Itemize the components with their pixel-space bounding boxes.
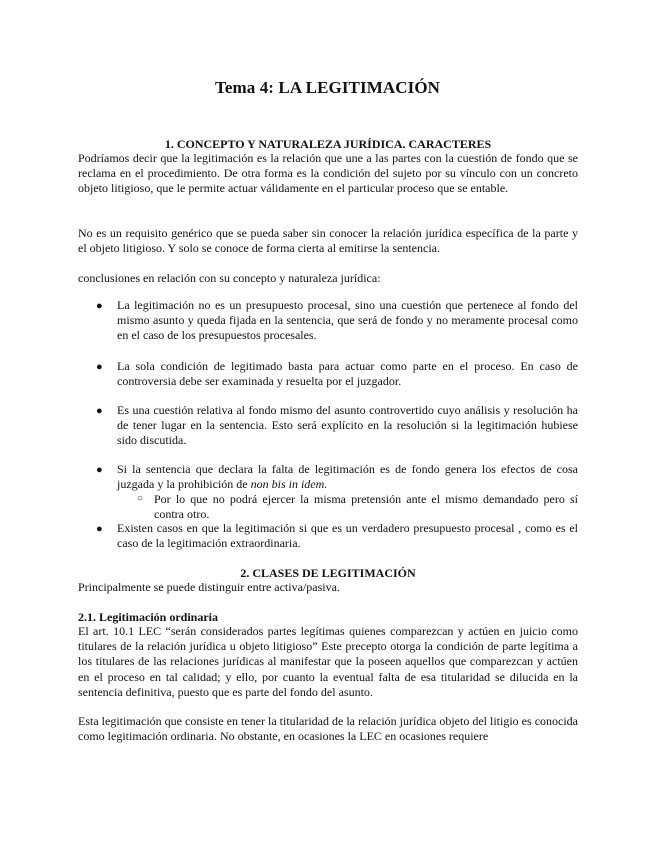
subbullet-item: Por lo que no podrá ejercer la misma pretensión ante el mismo demandado pero sí contra otro. [154, 492, 578, 522]
bullet-item-3: Es una cuestión relativa al fondo mismo del asunto controvertido cuyo análisis y resolución ha de tener lugar en la sentencia. Esto será explícito en la resolución si la legitimación hubiese sido discutida. [117, 403, 578, 448]
bullet-item-4-italic: non bis in idem. [250, 477, 328, 492]
section-2-heading: 2. CLASES DE LEGITIMACIÓN [240, 566, 416, 580]
subsection-2-1-heading: 2.1. Legitimación ordinaria [78, 610, 218, 624]
section-1-heading: 1. CONCEPTO Y NATURALEZA JURÍDICA. CARACTERES [164, 137, 492, 151]
bullet-item-5: Existen casos en que la legitimación si que es un verdadero presupuesto procesal , como es el caso de la legitimación extraordinaria. [117, 521, 578, 551]
section-1-paragraph-1: Podríamos decir que la legitimación es la relación que une a las partes con la cuestión de fondo que se reclama en el procedimiento. De otra forma es la condición del sujeto por su vínculo con un concreto objeto litigioso, que le permite actuar válidamente en el particular proceso que se entable. [78, 151, 578, 196]
bullet-marker: ● [96, 464, 103, 476]
subsection-2-1-paragraph-1: El art. 10.1 LEC “serán considerados partes legítimas quienes comparezcan y actúen en juicio como titulares de la relación jurídica u objeto litigioso” Este precepto otorga la condición de parte legítima a los titulares de las relaciones jurídicas al manifestar que la poseen aquellos que comparezcan y actúen en el proceso en tal calidad; y ello, por cuanto la eventual falta de esa titularidad se dilucida en la sentencia definitiva, puesto que es parte del fondo del asunto. [78, 624, 578, 699]
bullet-item-1: La legitimación no es un presupuesto procesal, sino una cuestión que pertenece al fondo del mismo asunto y queda fijada en la sentencia, que será de fondo y no meramente procesal como en el caso de los presupuestos procesales. [117, 298, 578, 343]
bullet-marker: ● [96, 300, 103, 312]
section-1-paragraph-2: No es un requisito genérico que se pueda saber sin conocer la relación jurídica específica de la parte y el objeto litigioso. Y solo se conoce de forma cierta al emitirse la sentencia. [78, 226, 578, 256]
bullet-marker: ● [96, 523, 103, 535]
bullet-item-4 [117, 462, 578, 492]
section-1-paragraph-3: conclusiones en relación con su concepto y naturaleza jurídica: [78, 271, 381, 285]
subbullet-marker: ○ [137, 493, 144, 504]
bullet-item-4-text: Si la sentencia que declara la falta de legitimación es de fondo genera los efectos de cosa juzgada y la prohibición de [117, 462, 578, 492]
bullet-marker: ● [96, 361, 103, 373]
bullet-marker: ● [96, 405, 103, 417]
bullet-item-2: La sola condición de legitimado basta para actuar como parte en el proceso. En caso de controversia debe ser examinada y resuelta por el juzgador. [117, 359, 578, 389]
section-2-intro: Principalmente se puede distinguir entre activa/pasiva. [78, 580, 340, 594]
page-title: Tema 4: LA LEGITIMACIÓN [214, 78, 441, 97]
subsection-2-1-paragraph-2: Esta legitimación que consiste en tener la titularidad de la relación jurídica objeto del litigio es conocida como legitimación ordinaria. No obstante, en ocasiones la LEC en ocasiones requiere [78, 714, 578, 744]
